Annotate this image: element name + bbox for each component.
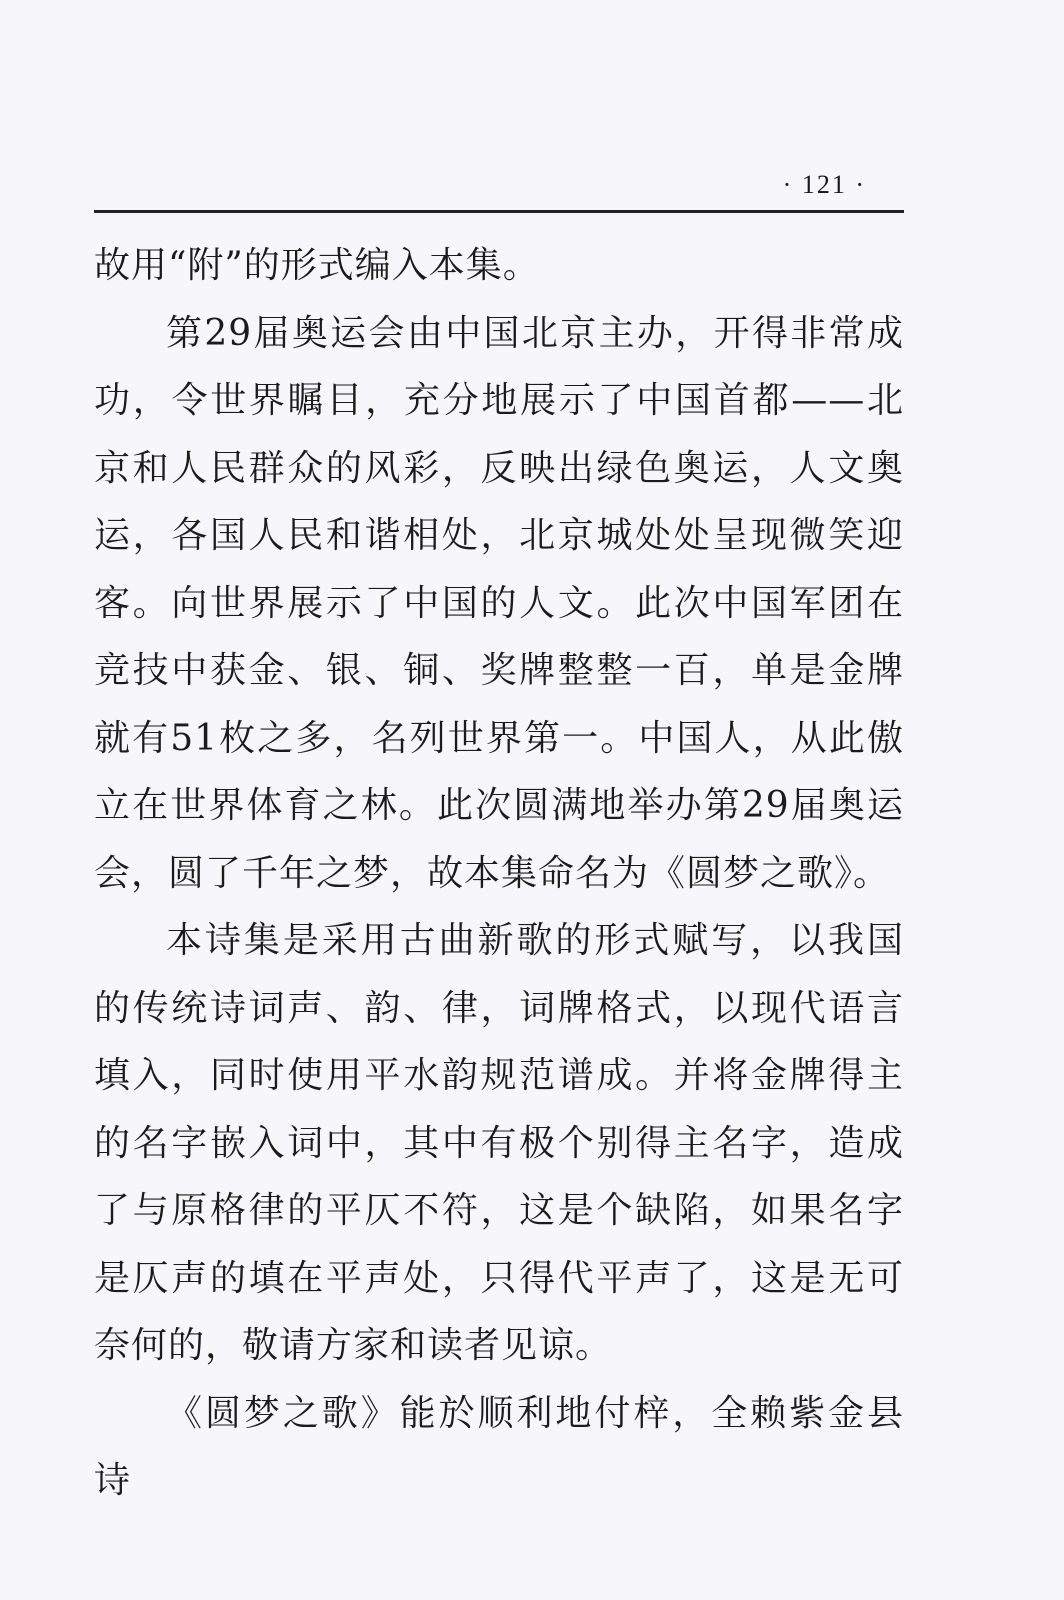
paragraph-continuation: 故用“附”的形式编入本集。 [94, 245, 540, 286]
paragraph-poetry-form: 本诗集是采用古曲新歌的形式赋写，以我国的传统诗词声、韵、律，词牌格式，以现代语言填入，同时使用平水韵规范谱成。并将金牌得主的名字嵌入词中，其中有极个别得主名字，造成了与原格律的平仄不符，这是个缺陷，如果名字是仄声的填在平声处，只得代平声了，这是无可奈何的，敬请方家和读者见谅。 [94, 920, 904, 1366]
body-text [94, 232, 904, 1515]
paragraph-acknowledgement: 《圆梦之歌》能於顺利地付梓，全赖紫金县诗 [94, 1392, 904, 1501]
page-number: · 121 · [782, 170, 866, 199]
header-rule [94, 210, 904, 213]
page-header [94, 170, 904, 214]
paragraph-olympics: 第29届奥运会由中国北京主办，开得非常成功，令世界瞩目，充分地展示了中国首都——北京和人民群众的风彩，反映出绿色奥运，人文奥运，各国人民和谐相处，北京城处处呈现微笑迎客。向世界展示了中国的人文。此次中国军团在竞技中获金、银、铜、奖牌整整一百，单是金牌就有51枚之多，名列世界第一。中国人，从此傲立在世界体育之林。此次圆满地举办第29届奥运会，圆了千年之梦，故本集命名为《圆梦之歌》。 [94, 312, 904, 894]
